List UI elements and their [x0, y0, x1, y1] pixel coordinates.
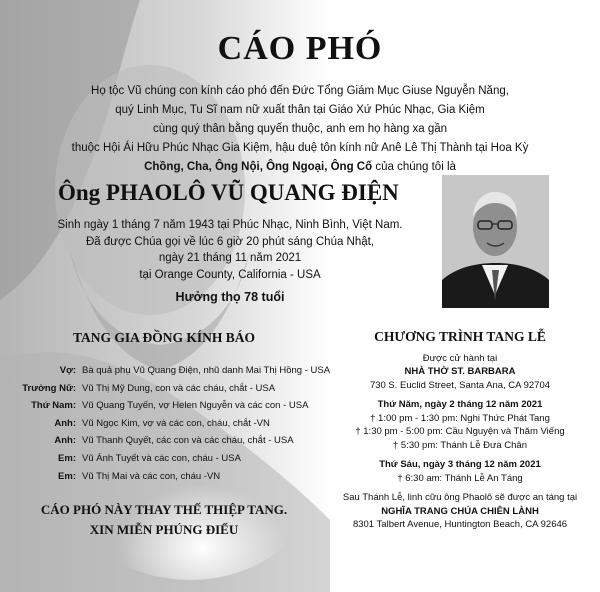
cemetery-name: NGHĨA TRANG CHÚA CHIÊN LÀNH: [381, 505, 539, 517]
family-heading: TANG GIA ĐỒNG KÍNH BÁO: [72, 330, 256, 345]
cemetery-address: 8301 Talbert Avenue, Huntington Beach, CA 92646: [352, 519, 568, 530]
page-title: CÁO PHÓ: [217, 30, 383, 67]
day1-event: † 1:00 pm - 1:30 pm: Nghi Thức Phát Tang: [370, 412, 550, 424]
burial-note: Sau Thánh Lễ, linh cữu ông Phaolô sẽ được an táng tại: [342, 492, 578, 503]
church-address: 730 S. Euclid Street, Santa Ana, CA 92704: [369, 379, 551, 391]
day2-event: † 6:30 am: Thánh Lễ An Táng: [397, 472, 523, 484]
family-role: Thứ Nam:: [31, 400, 76, 412]
life-details: [40, 217, 420, 283]
life-detail-line: Đã được Chúa gọi về lúc 6 giờ 20 phút sáng Chúa Nhật,: [85, 235, 375, 248]
closing-note: [14, 500, 314, 540]
relations-suffix: của chúng tôi là: [372, 161, 456, 173]
family-role: Anh:: [54, 417, 76, 429]
family-member-row: [14, 415, 314, 433]
relations-text: Chồng, Cha, Ông Nội, Ông Ngoại, Ông Cố: [144, 161, 373, 173]
family-member-row: [14, 468, 314, 486]
intro-line: cùng quý thân bằng quyến thuộc, anh em họ hàng xa gần: [152, 123, 448, 135]
family-member-text: Vũ Quang Tuyến, vợ Helen Nguyễn và các con - USA: [82, 400, 309, 412]
family-role: Em:: [58, 452, 76, 464]
held-at-text: Được cử hành tại: [422, 352, 498, 364]
family-role: Em:: [58, 470, 76, 482]
family-member-text: Vũ Thị Mỹ Dung, con và các cháu, chắt - USA: [82, 382, 276, 394]
church-name: NHÀ THỜ ST. BARBARA: [404, 366, 516, 377]
program-heading: CHƯƠNG TRÌNH TANG LỄ: [374, 329, 546, 344]
family-role: Trưởng Nữ:: [22, 382, 76, 394]
family-member-text: Vũ Thanh Quyết, các con và các cháu, chắt - USA: [82, 435, 294, 447]
intro-announcement: [40, 82, 560, 177]
intro-line: thuộc Hội Ái Hữu Phúc Nhạc Gia Kiệm, hậu duệ tôn kính nữ Anê Lê Thị Thành tại Hoa Kỳ: [71, 142, 529, 154]
life-detail-line: Sinh ngày 1 tháng 7 năm 1943 tại Phúc Nhạc, Ninh Bình, Việt Nam.: [57, 219, 403, 231]
family-member-text: Vũ Ngọc Kim, vợ và các con, cháu, chắt -VN: [82, 417, 270, 429]
family-member-row: [14, 362, 331, 380]
deceased-name: Ông PHAOLÔ VŨ QUANG ĐIỆN: [58, 180, 399, 205]
family-member-row: [14, 397, 314, 415]
intro-line: Họ tộc Vũ chúng con kính cáo phó đến Đức Tổng Giám Mục Giuse Nguyễn Năng,: [91, 85, 509, 97]
age-at-death: Hưởng thọ 78 tuổi: [175, 290, 285, 304]
intro-line: quý Linh Mục, Tu Sĩ nam nữ xuất thân tại Giáo Xứ Phúc Nhạc, Gia Kiệm: [115, 104, 485, 116]
day2-date: Thứ Sáu, ngày 3 tháng 12 năm 2021: [379, 459, 541, 470]
funeral-program-section: [325, 330, 595, 532]
family-member-text: Vũ Ánh Tuyết và các con, cháu - USA: [82, 452, 241, 464]
day1-event: † 5:30 pm: Thánh Lễ Đưa Chân: [393, 439, 527, 451]
family-section: [14, 330, 331, 485]
family-member-row: [14, 432, 314, 450]
family-member-row: [14, 380, 314, 398]
family-role: Vợ:: [59, 365, 76, 376]
deceased-portrait-photo: [442, 175, 549, 308]
day1-event: † 1:30 pm - 5:00 pm: Cầu Nguyện và Thăm Viếng: [355, 426, 565, 437]
closing-line-2: XIN MIỄN PHÚNG ĐIẾU: [89, 522, 239, 537]
family-member-text: Bà quả phụ Vũ Quang Điện, nhũ danh Mai Thị Hồng - USA: [82, 365, 331, 376]
life-detail-line: ngày 21 tháng 11 năm 2021: [158, 252, 302, 264]
family-role: Anh:: [54, 435, 76, 447]
day1-date: Thứ Năm, ngày 2 tháng 12 năm 2021: [377, 399, 543, 410]
family-member-row: [14, 450, 314, 468]
family-member-text: Vũ Thị Mai và các con, cháu -VN: [82, 470, 221, 482]
closing-line-1: CÁO PHÓ NÀY THAY THẾ THIỆP TANG.: [40, 502, 288, 517]
life-detail-line: tại Orange County, California - USA: [139, 268, 321, 281]
